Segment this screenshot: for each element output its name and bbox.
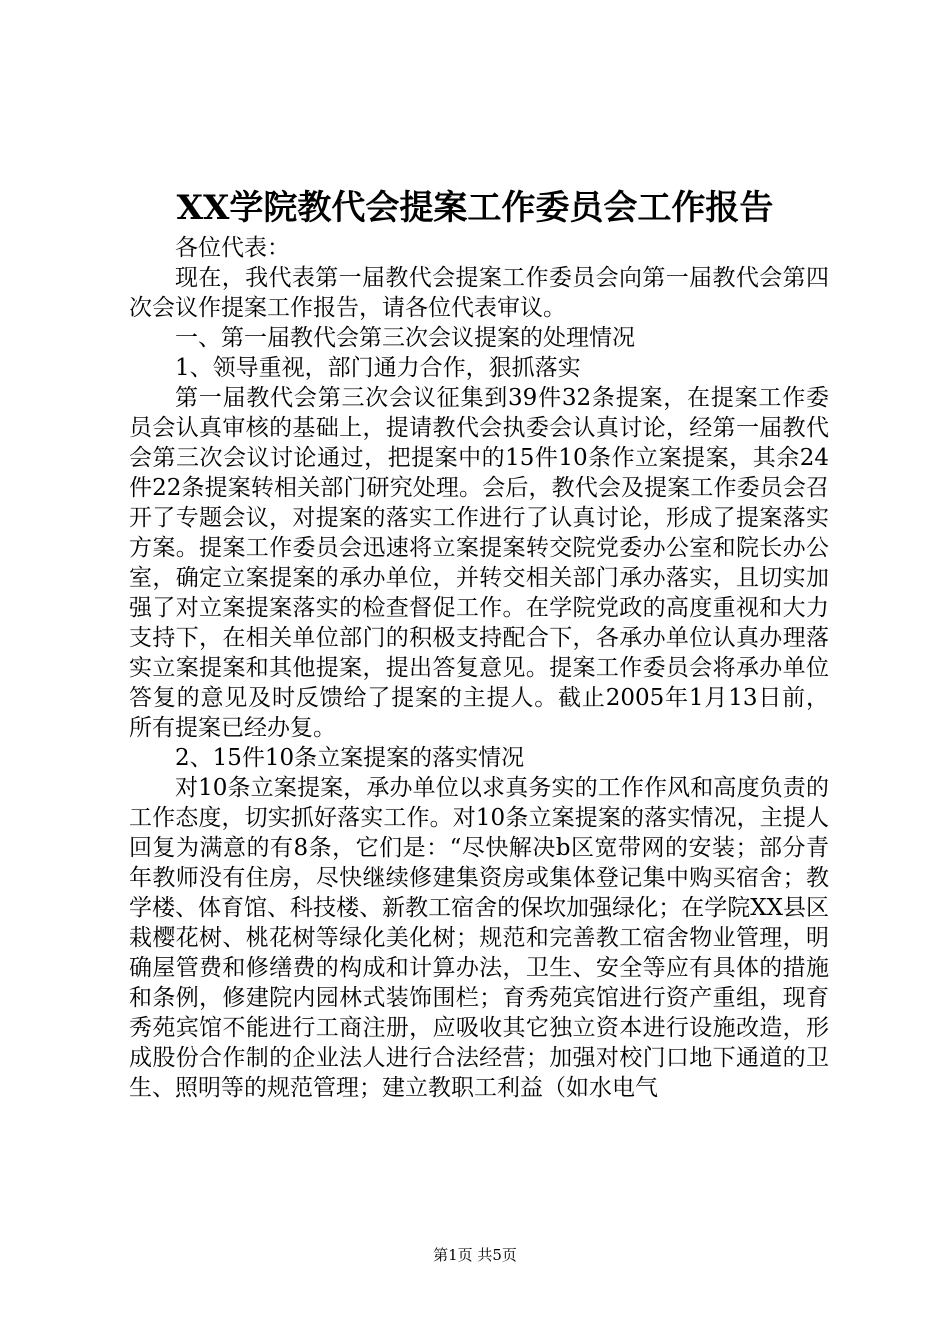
paragraph-implementation: 对10条立案提案，承办单位以求真务实的工作作风和高度负责的工作态度，切实抓好落实工作。对10条立案提案的落实情况，主提人回复为满意的有8条，它们是：“尽快解决b区宽带网的安装；部分青年教师没有住房，尽快继续修建集资房或集体登记集中购买宿舍；教学楼、体育馆、科技楼、新教工宿舍的保坎加强绿化；在学院XX县区栽樱花树、桃花树等绿化美化树；规范和完善教工宿舍物业管理，明确屋管费和修缮费的构成和计算办法，卫生、安全等应有具体的措施和条例，修建院内园林式装饰围栏；育秀苑宾馆进行资产重组，现育秀苑宾馆不能进行工商注册，应吸收其它独立资本进行设施改造，形成股份合作制的企业法人进行合法经营；加强对校门口地下通道的卫生、照明等的规范管理；建立教职工利益（如水电气 bbox=[129, 775, 829, 1101]
paragraph-salutation: 各位代表： bbox=[175, 235, 290, 261]
section-heading-1: 一、第一届教代会第三次会议提案的处理情况 bbox=[175, 325, 635, 351]
subsection-heading-1: 1、领导重视，部门通力合作，狠抓落实 bbox=[175, 355, 581, 381]
subsection-heading-2: 2、15件10条立案提案的落实情况 bbox=[175, 745, 525, 771]
paragraph-intro: 现在，我代表第一届教代会提案工作委员会向第一届教代会第四次会议作提案工作报告，请各位代表审议。 bbox=[129, 265, 829, 321]
page-footer: 第1页 共5页 bbox=[433, 1246, 517, 1264]
document-title: XX学院教代会提案工作委员会工作报告 bbox=[176, 188, 774, 228]
document-body bbox=[129, 233, 829, 1103]
paragraph-proposal-handling: 第一届教代会第三次会议征集到39件32条提案，在提案工作委员会认真审核的基础上，提请教代会执委会认真讨论，经第一届教代会第三次会议讨论通过，把提案中的15件10条作立案提案，其余24件22条提案转相关部门研究处理。会后，教代会及提案工作委员会召开了专题会议，对提案的落实工作进行了认真讨论，形成了提案落实方案。提案工作委员会迅速将立案提案转交院党委办公室和院长办公室，确定立案提案的承办单位，并转交相关部门承办落实，且切实加强了对立案提案落实的检查督促工作。在学院党政的高度重视和大力支持下，在相关单位部门的积极支持配合下，各承办单位认真办理落实立案提案和其他提案，提出答复意见。提案工作委员会将承办单位答复的意见及时反馈给了提案的主提人。截止2005年1月13日前，所有提案已经办复。 bbox=[129, 385, 829, 741]
